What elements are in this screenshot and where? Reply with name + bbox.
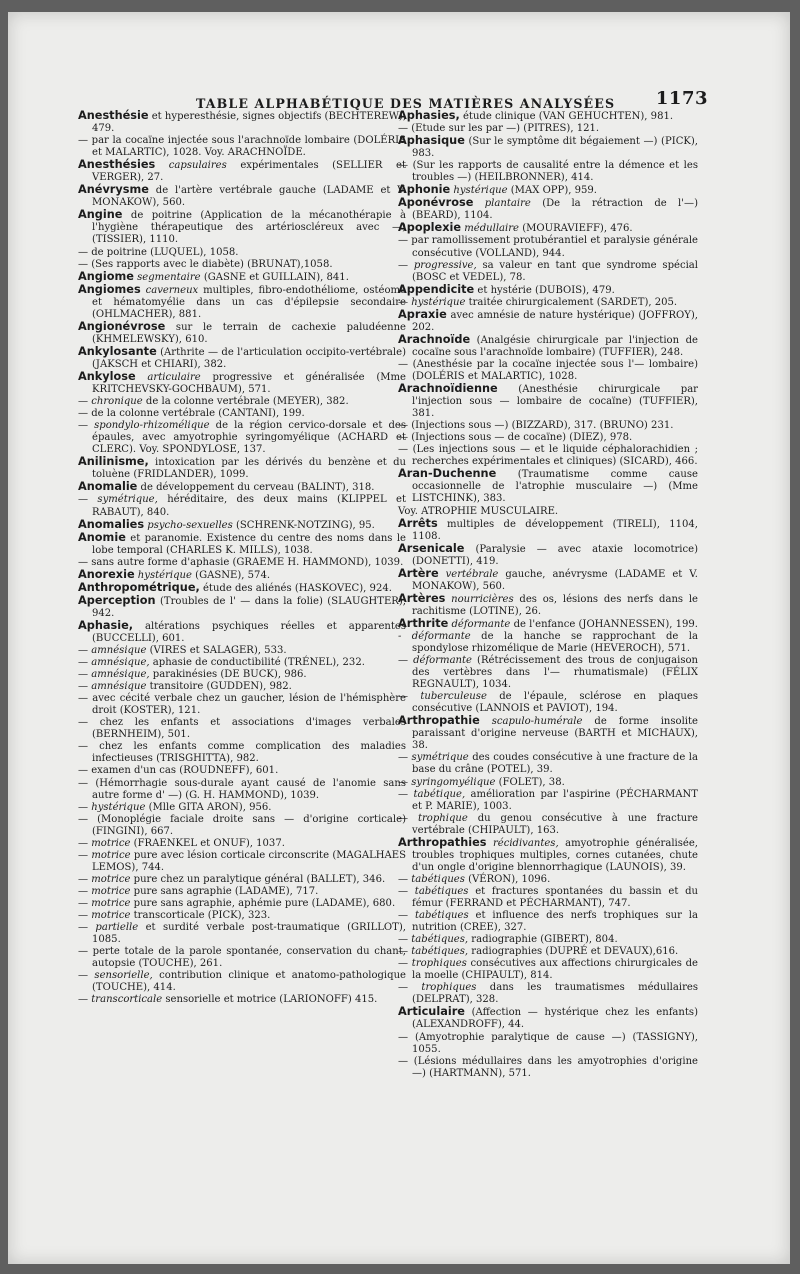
entry-text: du genou consécutive à une fracture vertébrale (CHIPAULT), 163. [412, 812, 699, 836]
entry-qualifier: scapulo-humérale [479, 716, 583, 728]
index-entry [398, 593, 698, 618]
entry-text: traitée chirurgicalement (SARDET), 205. [465, 296, 678, 308]
index-entry [398, 813, 698, 837]
entry-text: — par la cocaïne injectée sous l'arachnoïde lombaire (DOLÉRIS et MALARTIC), 1028. Voy. ARACHNOÏDE. [78, 135, 406, 159]
entry-qualifier: — trophiques [398, 958, 467, 970]
entry-text: (Troubles de l' — dans la folie) (SLAUGHTER), 942. [92, 595, 406, 619]
index-entry [398, 260, 698, 284]
index-entry [78, 838, 406, 850]
entry-qualifier: — motrice [78, 873, 131, 885]
entry-qualifier: articulaire [135, 371, 201, 383]
index-entry [78, 946, 406, 970]
entry-qualifier: — syringomyélique [398, 776, 496, 788]
entry-text: — perte totale de la parole spontanée, conservation du chant, autopsie (TOUCHE), 261. [78, 946, 406, 970]
entry-text: — (Amyotrophie paralytique de cause —) (TASSIGNY), 1055. [398, 1031, 698, 1055]
index-entry [78, 346, 406, 371]
entry-qualifier: hystérique [134, 569, 192, 581]
entry-qualifier: — hystérique [78, 801, 146, 813]
entry-text: (MOURAVIEFF), 476. [519, 223, 633, 235]
index-entry [78, 494, 406, 518]
index-entry [398, 359, 698, 383]
index-entry [78, 284, 406, 321]
entry-qualifier: — motrice [78, 885, 131, 897]
index-entry [78, 532, 406, 557]
index-entry [398, 946, 698, 958]
entry-text: — chez les enfants et associations d'images verbales (BERNHEIM), 501. [78, 717, 406, 741]
index-entry [398, 284, 698, 297]
index-entry [398, 837, 698, 874]
entry-qualifier: - déformante [398, 630, 471, 642]
entry-text: aphasie de conductibilité (TRÉNEL), 232. [149, 657, 365, 669]
entry-qualifier: — amnésique, [78, 669, 150, 681]
entry-text: sa valeur en tant que syndrome spécial (BOSC et VEDEL), 78. [412, 259, 698, 283]
entry-headword: Angine [78, 208, 123, 222]
index-entry [78, 886, 406, 898]
entry-text: — (Hémorrhagie sous-durale ayant causé de l'anomie sans autre forme d' —) (G. H. HAMMOND), 1039. [78, 777, 406, 801]
entry-text: de développement du cerveau (BALINT), 318. [137, 482, 375, 494]
index-entry [78, 994, 406, 1006]
entry-text: multiples, fibro-endothéliome, ostéome et hématomyélie dans un cas d'épilepsie secondaire (OHLMACHER), 881. [92, 284, 406, 320]
index-entry [78, 693, 406, 717]
entry-qualifier: — motrice [78, 849, 131, 861]
entry-text: (Analgésie chirurgicale par l'injection de cocaïne sous l'arachnoïde lombaire) (TUFFIER), 248. [412, 334, 698, 358]
entry-text: — sans autre forme d'aphasie (GRAEME H. HAMMOND), 1039. [78, 556, 404, 568]
index-entry [78, 620, 406, 645]
entry-qualifier: vertébrale [438, 568, 499, 580]
entry-text: et fractures spontanées du bassin et du fémur (FERRAND et PÉCHARMANT), 747. [412, 885, 698, 909]
index-entry [398, 789, 698, 813]
entry-text: et surdité verbale post-traumatique (GRILLOT), 1085. [92, 922, 406, 946]
index-entry [398, 444, 698, 468]
entry-text: et paranomie. Existence du centre des noms dans le lobe temporal (CHARLES K. MILLS), 1038. [92, 532, 406, 556]
entry-text: transcorticale (PICK), 323. [130, 910, 271, 922]
entry-headword: Anomie [78, 530, 126, 544]
index-entry [78, 371, 406, 396]
index-entry [398, 655, 698, 691]
index-entry [78, 778, 406, 802]
index-entry [78, 396, 406, 408]
entry-text: — avec cécité verbale chez un gaucher, lésion de l'hémisphère droit (KOSTER), 121. [78, 693, 406, 717]
entry-qualifier: récidivantes, [486, 837, 559, 849]
entry-text: étude des aliénés (HASKOVEC), 924. [199, 582, 392, 594]
entry-text: — examen d'un cas (ROUDNEFF), 601. [78, 765, 279, 777]
index-entry [78, 802, 406, 814]
entry-text: de la hanche se rapprochant de la spondylose rhizomélique de Marie (HEVEROCH), 571. [412, 630, 698, 655]
entry-text: et hystérie (DUBOIS), 479. [474, 284, 615, 296]
entry-headword: Artère [398, 566, 439, 580]
entry-headword: Aran-Duchenne [398, 467, 497, 481]
index-entry [398, 110, 698, 123]
index-entry [78, 159, 406, 184]
entry-text: pure sans agraphie, aphémie pure (LADAME), 680. [130, 898, 396, 909]
running-title: TABLE ALPHABÉTIQUE DES MATIÈRES ANALYSÉES [196, 96, 616, 111]
index-entry [398, 135, 698, 160]
index-entry [398, 1056, 698, 1080]
entry-qualifier: — amnésique, [78, 657, 150, 669]
index-entry [78, 657, 406, 669]
entry-qualifier: — tabétiques [398, 885, 469, 897]
left-column [78, 110, 406, 1006]
entry-text: — (Sur les rapports de causalité entre la démence et les troubles —) (HEILBRONNER), 414. [398, 160, 698, 184]
entry-qualifier: — motrice [78, 837, 131, 849]
index-entry [78, 135, 406, 159]
entry-headword: Apoplexie [398, 221, 462, 235]
entry-qualifier: — transcorticale [78, 994, 163, 1006]
index-entry [398, 568, 698, 593]
entry-text: des os, lésions des nerfs dans le rachitisme (LOTINE), 26. [412, 593, 698, 617]
entry-text: radiographie (GIBERT), 804. [468, 934, 618, 946]
entry-text: (FOLET), 38. [495, 776, 565, 788]
entry-text: consécutives aux affections chirurgicales de la moelle (CHIPAULT), 814. [412, 958, 699, 982]
entry-headword: Arthropathies [398, 835, 487, 849]
index-entry [78, 669, 406, 681]
entry-headword: Angionévrose [78, 319, 166, 333]
entry-headword: Arrêts [398, 516, 438, 530]
entry-headword: Anévrysme [78, 183, 149, 197]
index-entry [78, 519, 406, 532]
entry-text: dans les traumatismes médullaires (DELPRAT), 328. [412, 982, 698, 1006]
index-entry [78, 110, 406, 135]
entry-headword: Anomalies [78, 517, 145, 531]
entry-text: étude clinique (VAN GEHUCHTEN), 981. [459, 111, 674, 122]
entry-text: (Sur le symptôme dit bégaiement —) (PICK), 983. [412, 136, 698, 160]
index-entry [398, 982, 698, 1006]
entry-headword: Artères [398, 591, 446, 605]
entry-qualifier: médullaire [461, 223, 519, 235]
entry-text: (Mlle GITA ARON), 956. [145, 801, 272, 813]
index-entry [398, 886, 698, 910]
entry-headword: Arachnoïde [398, 332, 471, 346]
entry-qualifier: — trophiques [398, 982, 477, 994]
entry-text: de poitrine (Application de la mécanothérapie à l'hygiène thérapeutique des artérioscléreux avec —) (TISSIER), 1110. [92, 210, 406, 246]
index-entry [78, 456, 406, 481]
entry-text: (VÉRON), 1096. [464, 873, 551, 885]
entry-headword: Articulaire [398, 1005, 465, 1019]
entry-text: de la région cervico-dorsale et des épaules, avec amyotrophie syringomyélique (ACHARD et CLERC). Voy. SPONDYLOSE, 137. [92, 420, 407, 456]
index-entry [78, 874, 406, 886]
entry-headword: Anilinisme, [78, 455, 149, 469]
entry-text: et influence des nerfs trophiques sur la nutrition (CREE), 327. [412, 910, 698, 934]
entry-qualifier: — tabétiques [398, 910, 469, 922]
index-entry [78, 970, 406, 994]
entry-text: de l'artère vertébrale gauche (LADAME et V. MONAKOW), 560. [92, 185, 406, 209]
entry-text: (FRAENKEL et ONUF), 1037. [130, 837, 285, 849]
entry-text: — (Etude sur les par —) (PITRES), 121. [398, 123, 600, 135]
entry-headword: Anomalie [78, 480, 138, 494]
index-entry [78, 922, 406, 946]
entry-text: (MAX OPP), 959. [507, 185, 597, 197]
index-entry [78, 898, 406, 910]
entry-qualifier: — motrice [78, 910, 131, 922]
entry-qualifier: — partielle [78, 922, 139, 934]
right-column [398, 110, 698, 1080]
entry-qualifier: capsulaires [155, 160, 227, 172]
entry-headword: Aperception [78, 593, 156, 607]
entry-qualifier: plantaire [473, 198, 531, 210]
entry-text: (De la rétraction de l'—) (BEARD), 1104. [412, 198, 698, 222]
index-entry [398, 506, 698, 518]
index-entry [398, 752, 698, 776]
entry-text: expérimentales (SELLIER et VERGER), 27. [92, 160, 406, 184]
index-entry [398, 309, 698, 334]
entry-text: sur le terrain de cachexie paludéenne (KHMELEWSKY), 610. [92, 321, 406, 345]
entry-headword: Ankylose [78, 369, 136, 383]
entry-text: (VIRES et SALAGER), 533. [146, 645, 287, 657]
entry-qualifier: — trophique [398, 812, 468, 824]
entry-headword: Anthropométrique, [78, 580, 200, 594]
index-entry [398, 910, 698, 934]
entry-text: (Anesthésie chirurgicale par l'injection sous — lombaire de cocaïne) (TUFFIER), 381. [412, 384, 698, 420]
index-entry [398, 618, 698, 631]
index-entry [78, 481, 406, 494]
index-entry [78, 321, 406, 346]
entry-headword: Aphonie [398, 183, 451, 197]
entry-text: altérations psychiques réelles et apparentes (BUCCELLI), 601. [92, 620, 406, 644]
index-entry [398, 934, 698, 946]
entry-text: — (Les injections sous — et le liquide céphalorachidien ; recherches expérimentales et cliniques) (SICARD), 466. [398, 444, 698, 468]
entry-headword: Anesthésie [78, 109, 149, 122]
entry-headword: Angiomes [78, 282, 141, 296]
index-entry [398, 958, 698, 982]
entry-headword: Arachnoïdienne [398, 382, 498, 396]
entry-text: — (Lésions médullaires dans les amyotrophies d'origine —) (HARTMANN), 571. [398, 1055, 698, 1079]
entry-text: (Paralysie — avec ataxie locomotrice) (DONETTI), 419. [412, 543, 698, 567]
entry-headword: Angiome [78, 269, 134, 283]
index-entry [398, 334, 698, 359]
index-entry [78, 184, 406, 209]
entry-text: héréditaire, des deux mains (KLIPPEL et RABAUT), 840. [92, 494, 407, 518]
entry-text: parakinésies (DE BUCK), 986. [149, 669, 307, 681]
entry-qualifier: — spondylo-rhizomélique [78, 420, 210, 432]
index-entry [78, 420, 406, 456]
entry-qualifier: — chronique [78, 396, 143, 408]
entry-qualifier: psycho-sexuelles [144, 519, 233, 531]
entry-text: (GASNE et GUILLAIN), 841. [200, 271, 349, 283]
entry-qualifier: — amnésique [78, 681, 147, 693]
entry-text: transitoire (GUDDEN), 982. [146, 681, 292, 693]
index-entry [398, 1032, 698, 1056]
entry-qualifier: — motrice [78, 898, 131, 909]
entry-qualifier: — tabétiques [398, 873, 465, 885]
entry-text: — (Anesthésie par la cocaïne injectée sous l'— lombaire) (DOLÉRIS et MALARTIC), 1028. [398, 358, 698, 382]
entry-text: — de poitrine (LUQUEL), 1058. [78, 246, 239, 258]
index-entry [398, 715, 698, 752]
entry-qualifier: — tabétiques, [398, 934, 469, 946]
entry-text: contribution clinique et anatomo-pathologique (TOUCHE), 414. [92, 970, 406, 994]
entry-text: amyotrophie généralisée, troubles trophiques multiples, cornes cutanées, chute d'un ongle d'origine blennorrhagique (LAUNOIS), 39. [412, 837, 698, 873]
index-entry [398, 432, 698, 444]
index-entry [398, 222, 698, 235]
index-entry [78, 681, 406, 693]
entry-text: intoxication par les dérivés du benzène et du toluène (FRIDLANDER), 1099. [92, 457, 406, 481]
entry-text: — (Ses rapports avec le diabète) (BRUNAT),1058. [78, 258, 333, 270]
entry-text: — de la colonne vertébrale (CANTANI), 199. [78, 408, 305, 420]
entry-headword: Aponévrose [398, 196, 474, 210]
index-entry [398, 777, 698, 789]
entry-text: (SCHRENK-NOTZING), 95. [232, 519, 375, 531]
entry-text: Voy. ATROPHIE MUSCULAIRE. [398, 505, 559, 517]
index-entry [78, 209, 406, 246]
entry-headword: Aphasies, [398, 109, 460, 122]
entry-qualifier: — symétrique [398, 752, 469, 764]
entry-qualifier: déformante [448, 618, 511, 630]
index-entry [398, 160, 698, 184]
entry-qualifier: — tabétiques, [398, 946, 469, 958]
entry-text: amélioration par l'aspirine (PÉCHARMANT et P. MARIE), 1003. [412, 788, 699, 812]
entry-text: — (Monoplégie faciale droite sans — d'origine corticale) (FINGINI), 667. [78, 813, 406, 837]
index-entry [78, 741, 406, 765]
entry-headword: Aphasique [398, 134, 465, 148]
entry-text: de l'épaule, sclérose en plaques consécutive (LANNOIS et PAVIOT), 194. [412, 691, 698, 715]
index-entry [78, 595, 406, 620]
entry-text: multiples de développement (TIRELI), 1104, 1108. [412, 518, 698, 542]
entry-text: de la colonne vertébrale (MEYER), 382. [142, 396, 349, 408]
entry-text: gauche, anévrysme (LADAME et V. MONAKOW), 560. [412, 568, 698, 592]
entry-text: (Rétrécissement des trous de conjugaison des vertèbres dans l'— rhumatismale) (FÉLIX REGNAULT), 1034. [412, 655, 698, 691]
entry-qualifier: nourricières [445, 593, 514, 605]
entry-qualifier: hystérique [450, 185, 508, 197]
entry-headword: Appendicite [398, 282, 475, 296]
entry-text: de forme insolite paraissant d'origine nerveuse (BARTH et MICHAUX), 38. [412, 716, 698, 752]
entry-text: pure avec lésion corticale circonscrite (MAGALHAES LEMOS), 744. [92, 849, 406, 873]
index-entry [78, 247, 406, 259]
index-entry [398, 543, 698, 568]
index-entry [398, 468, 698, 505]
index-entry [398, 631, 698, 655]
index-entry [398, 420, 698, 432]
entry-headword: Arthropathie [398, 714, 480, 728]
index-entry [78, 814, 406, 838]
entry-text: (Arthrite — de l'articulation occipito-vertébrale) (JAKSCH et CHIARI), 382. [92, 346, 406, 370]
entry-text: — par ramollissement protubérantiel et paralysie générale consécutive (VOLLAND), 944. [398, 235, 698, 259]
index-entry [398, 383, 698, 420]
index-entry [78, 910, 406, 922]
entry-text: progressive et généralisée (Mme KRITCHEVSKY-GOCHBAUM), 571. [92, 371, 407, 396]
index-entry [78, 765, 406, 777]
entry-headword: Aphasie, [78, 618, 134, 632]
entry-text: des coudes consécutive à une fracture de la base du crâne (POTEL), 39. [412, 752, 698, 776]
index-entry [78, 717, 406, 741]
entry-qualifier: — tuberculeuse [398, 691, 487, 703]
entry-text: pure chez un paralytique général (BALLET), 346. [130, 873, 386, 885]
entry-text: pure sans agraphie (LADAME), 717. [130, 885, 319, 897]
entry-text: avec amnésie de nature hystérique) (JOFFROY), 202. [412, 309, 698, 333]
entry-text: — (Injections sous —) (BIZZARD), 317. (BRUNO) 231. [398, 420, 674, 432]
entry-qualifier: — déformante [398, 655, 473, 667]
entry-headword: Arthrite [398, 616, 449, 630]
entry-text: de l'enfance (JOHANNESSEN), 199. [510, 618, 698, 630]
index-entry [398, 691, 698, 715]
entry-text: radiographies (DUPRÉ et DEVAUX),616. [468, 946, 679, 958]
entry-text: (GASNE), 574. [191, 569, 271, 581]
index-entry [78, 408, 406, 420]
index-entry [78, 645, 406, 657]
entry-headword: Anorexie [78, 567, 135, 581]
entry-qualifier: — symétrique, [78, 494, 158, 506]
index-entry [398, 1006, 698, 1031]
index-entry [398, 518, 698, 543]
entry-qualifier: segmentaire [133, 271, 201, 283]
page-number: 1173 [655, 88, 708, 109]
entry-qualifier: caverneux [140, 284, 199, 296]
index-entry [398, 874, 698, 886]
entry-qualifier: — progressive, [398, 259, 477, 271]
index-entry [398, 235, 698, 259]
entry-headword: Arsenicale [398, 541, 465, 555]
entry-headword: Ankylosante [78, 344, 157, 358]
entry-qualifier: — amnésique [78, 645, 147, 657]
entry-text: — (Injections sous — de cocaïne) (DIEZ), 978. [398, 432, 633, 444]
entry-text: (Traumatisme comme cause occasionnelle de l'atrophie musculaire —) (Mme LISTCHINK), 383. [412, 469, 698, 505]
entry-qualifier: — sensorielle, [78, 970, 153, 982]
index-entry [398, 197, 698, 222]
entry-text: et hyperesthésie, signes objectifs (BECHTEREW), 479. [92, 111, 407, 135]
index-entry [78, 850, 406, 874]
entry-qualifier: — hystérique [398, 296, 466, 308]
entry-text: — chez les enfants comme complication des maladies infectieuses (TRISGHITTA), 982. [78, 741, 406, 765]
entry-qualifier: — tabétique, [398, 788, 466, 800]
entry-text: sensorielle et motrice (LARIONOFF) 415. [162, 994, 378, 1006]
entry-headword: Apraxie [398, 307, 447, 321]
entry-text: (Affection — hystérique chez les enfants) (ALEXANDROFF), 44. [412, 1007, 698, 1031]
entry-headword: Anesthésies [78, 158, 156, 172]
